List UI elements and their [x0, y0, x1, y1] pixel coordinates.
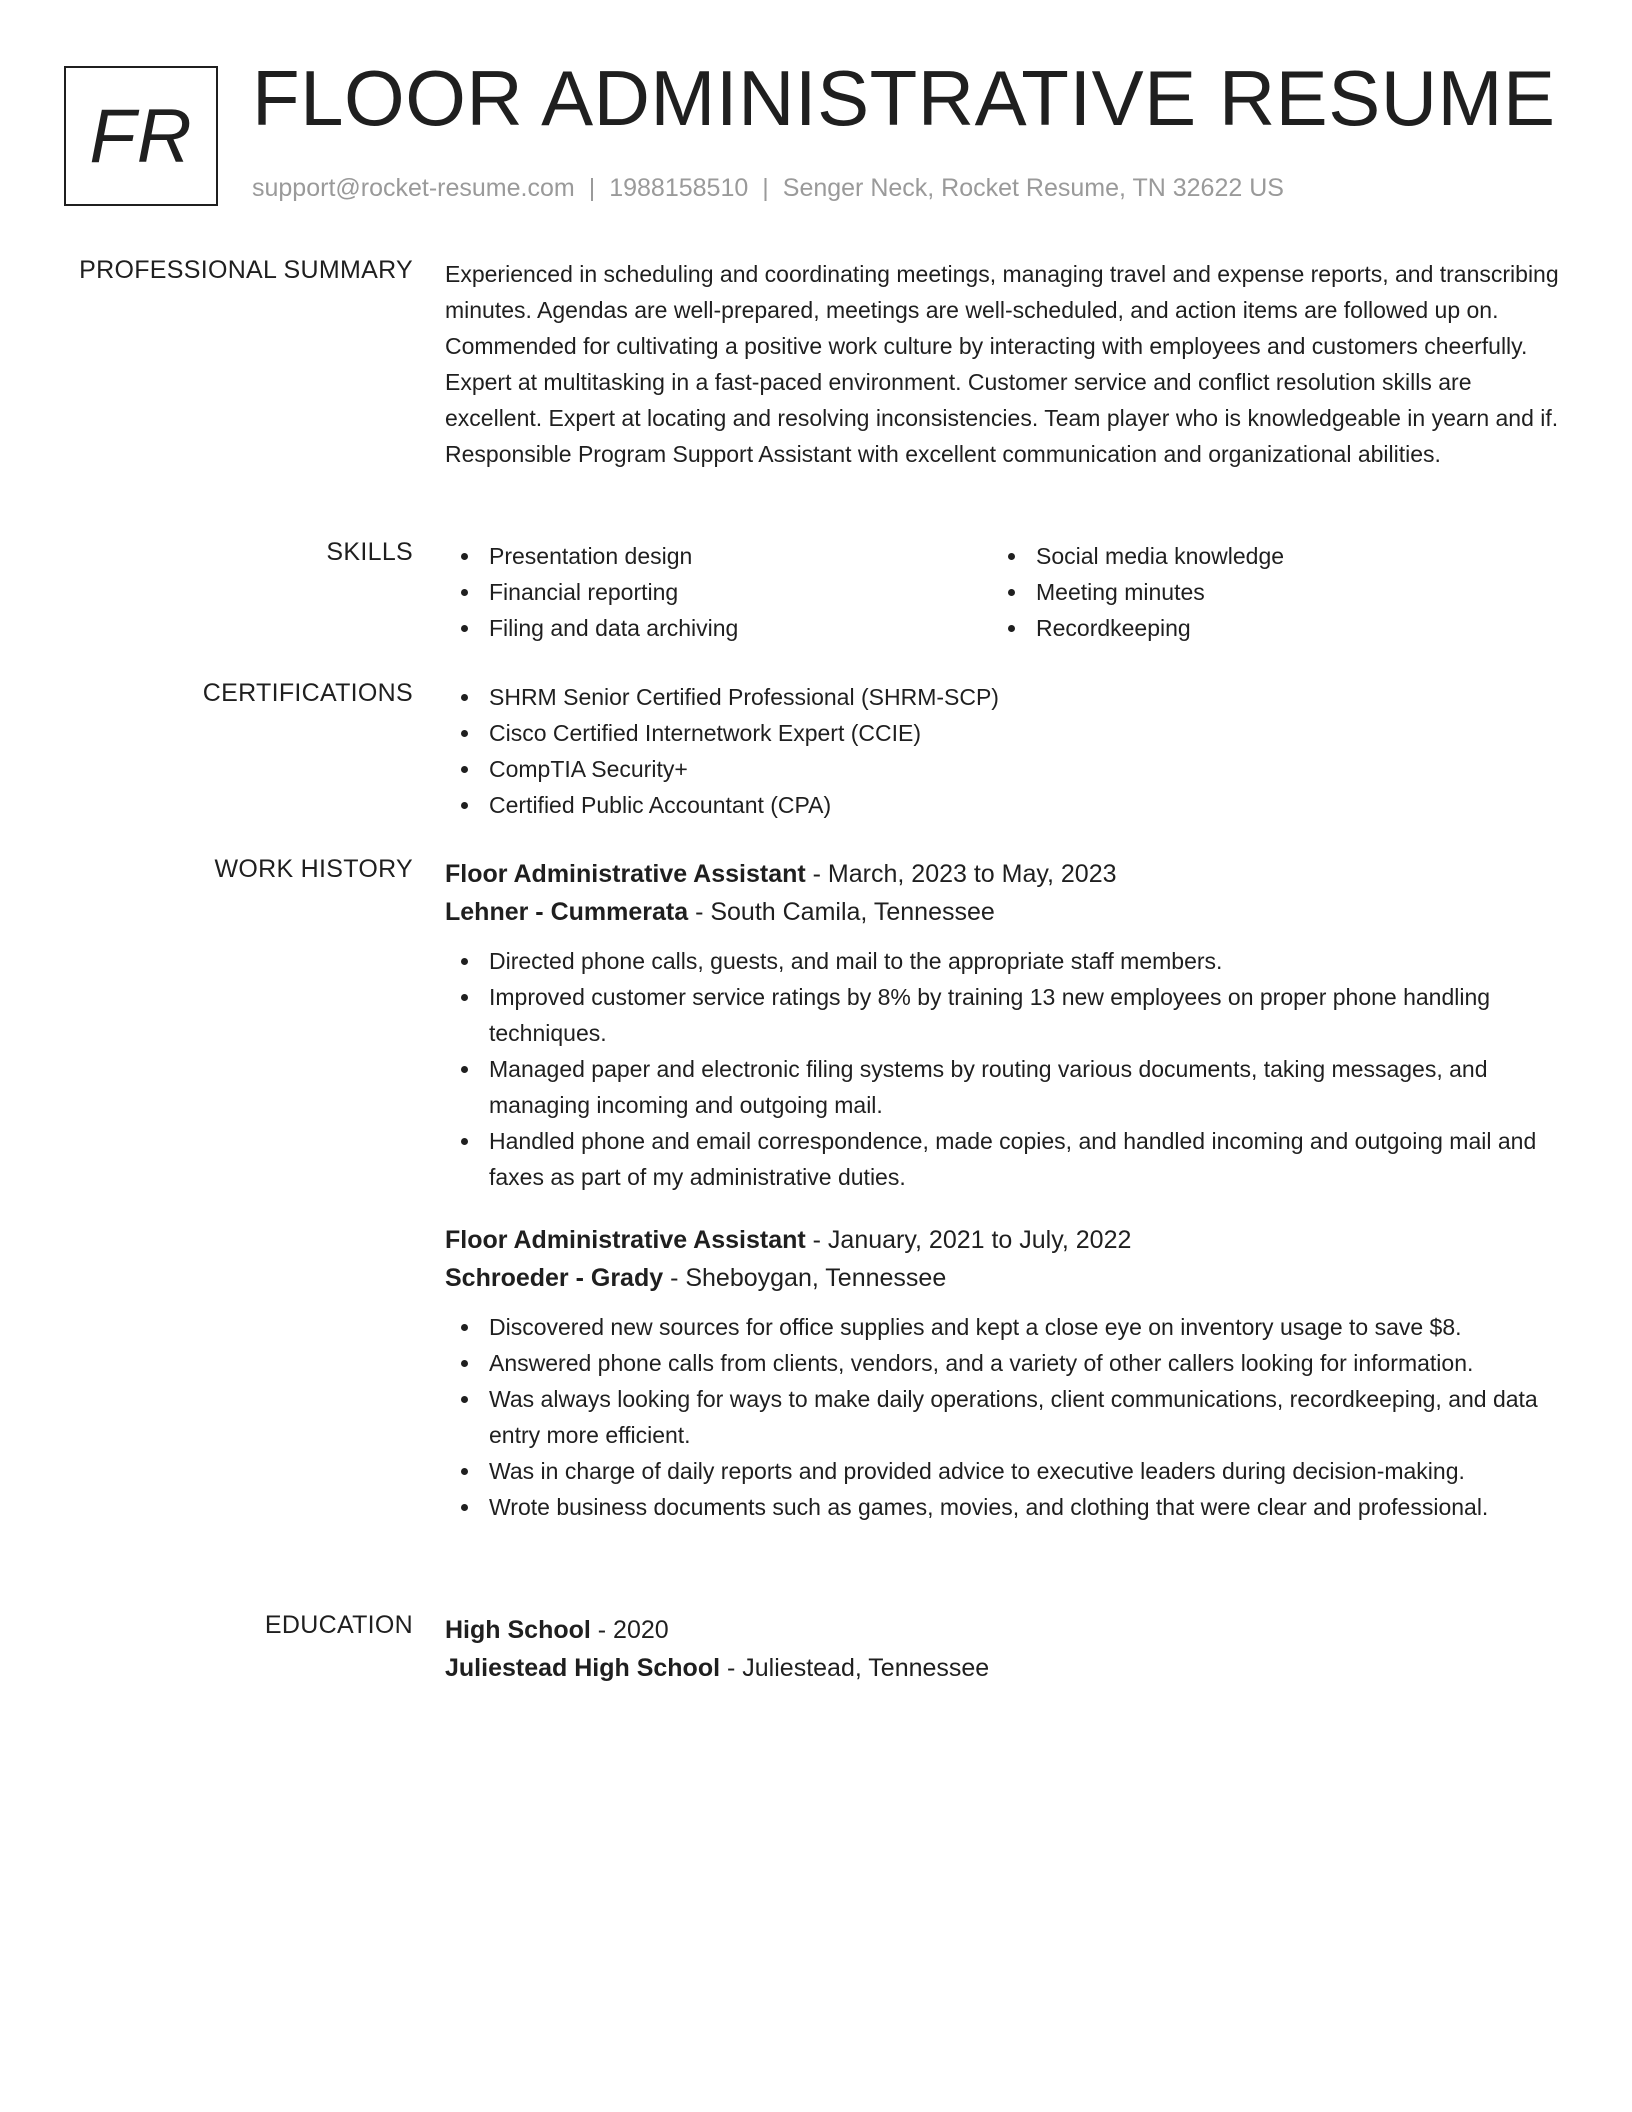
job-bullet: Discovered new sources for office supplies and kept a close eye on inventory usage to save $8. [489, 1309, 1560, 1345]
job-company-line [445, 1259, 1560, 1297]
education-degree-line [445, 1611, 1560, 1649]
job-dates: - March, 2023 to May, 2023 [805, 860, 1117, 888]
skill-item: Filing and data archiving [489, 610, 992, 646]
work-history-body [445, 855, 1560, 1525]
skills-grid [445, 538, 1560, 646]
certification-item: SHRM Senior Certified Professional (SHRM-SCP) [489, 679, 1560, 715]
skill-item: Recordkeeping [1036, 610, 1539, 646]
section-label-certifications: CERTIFICATIONS [202, 679, 413, 707]
resume-title: FLOOR ADMINISTRATIVE RESUME [252, 54, 1556, 142]
job-title-line [445, 855, 1560, 893]
section-label-skills: SKILLS [326, 538, 413, 566]
job-company: Schroeder - Grady [445, 1264, 664, 1292]
job-company: Lehner - Cummerata [445, 898, 689, 926]
job-location: - Sheboygan, Tennessee [663, 1264, 947, 1292]
job-title: Floor Administrative Assistant [445, 1226, 806, 1254]
section-label-education: EDUCATION [264, 1611, 413, 1639]
job-bullet: Handled phone and email correspondence, made copies, and handled incoming and outgoing mail and faxes as part of my administrative duties. [489, 1123, 1560, 1195]
certification-item: CompTIA Security+ [489, 751, 1560, 787]
education-year: - 2020 [590, 1616, 669, 1644]
education-degree: High School [445, 1616, 591, 1644]
job-bullets [445, 943, 1560, 1195]
skills-list [445, 538, 992, 646]
monogram-box [64, 66, 218, 206]
education-school: Juliestead High School [445, 1654, 721, 1682]
certifications-body [445, 679, 1560, 823]
summary-body [445, 256, 1560, 472]
contact-line [252, 174, 1284, 203]
job-bullet: Wrote business documents such as games, movies, and clothing that were clear and professional. [489, 1489, 1560, 1525]
job-bullets [445, 1309, 1560, 1525]
certification-item: Cisco Certified Internetwork Expert (CCIE) [489, 715, 1560, 751]
job-bullet: Was in charge of daily reports and provided advice to executive leaders during decision-making. [489, 1453, 1560, 1489]
job-bullet: Was always looking for ways to make daily operations, client communications, recordkeeping, and data entry more efficient. [489, 1381, 1560, 1453]
education-location: - Juliestead, Tennessee [720, 1654, 990, 1682]
job-location: - South Camila, Tennessee [688, 898, 995, 926]
skills-column-1 [445, 538, 992, 646]
contact-separator: | [762, 174, 769, 202]
monogram-initials: FR [89, 93, 193, 179]
contact-phone[interactable]: 1988158510 [609, 174, 749, 202]
skill-item: Social media knowledge [1036, 538, 1539, 574]
section-label-work-history: WORK HISTORY [214, 855, 413, 883]
job-bullet: Answered phone calls from clients, vendors, and a variety of other callers looking for information. [489, 1345, 1560, 1381]
summary-text: Experienced in scheduling and coordinating meetings, managing travel and expense reports, and transcribing minutes. Agendas are well-prepared, meetings are well-scheduled, and action items are followed up on. Commended for cultivating a positive work culture by interacting with employees and customers cheerfully. Expert at multitasking in a fast-paced environment. Customer service and conflict resolution skills are excellent. Expert at locating and resolving inconsistencies. Team player who is knowledgeable in yearn and if. Responsible Program Support Assistant with excellent communication and organizational abilities. [445, 261, 1559, 467]
job-title: Floor Administrative Assistant [445, 860, 806, 888]
job-bullet: Improved customer service ratings by 8% by training 13 new employees on proper phone handling techniques. [489, 979, 1560, 1051]
job-dates: - January, 2021 to July, 2022 [805, 1226, 1132, 1254]
certification-item: Certified Public Accountant (CPA) [489, 787, 1560, 823]
contact-address: Senger Neck, Rocket Resume, TN 32622 US [782, 174, 1284, 202]
skill-item: Financial reporting [489, 574, 992, 610]
skill-item: Presentation design [489, 538, 992, 574]
education-body [445, 1611, 1560, 1687]
contact-email[interactable]: support@rocket-resume.com [252, 174, 575, 202]
certifications-list [445, 679, 1560, 823]
job-entry [445, 855, 1560, 1195]
skills-list [992, 538, 1539, 646]
job-company-line [445, 893, 1560, 931]
contact-separator: | [588, 174, 596, 202]
education-school-line [445, 1649, 1560, 1687]
job-bullet: Directed phone calls, guests, and mail to the appropriate staff members. [489, 943, 1560, 979]
job-entry [445, 1221, 1560, 1525]
skill-item: Meeting minutes [1036, 574, 1539, 610]
section-label-summary: PROFESSIONAL SUMMARY [79, 256, 413, 284]
job-title-line [445, 1221, 1560, 1259]
job-bullet: Managed paper and electronic filing systems by routing various documents, taking messages, and managing incoming and outgoing mail. [489, 1051, 1560, 1123]
skills-column-2 [992, 538, 1539, 646]
